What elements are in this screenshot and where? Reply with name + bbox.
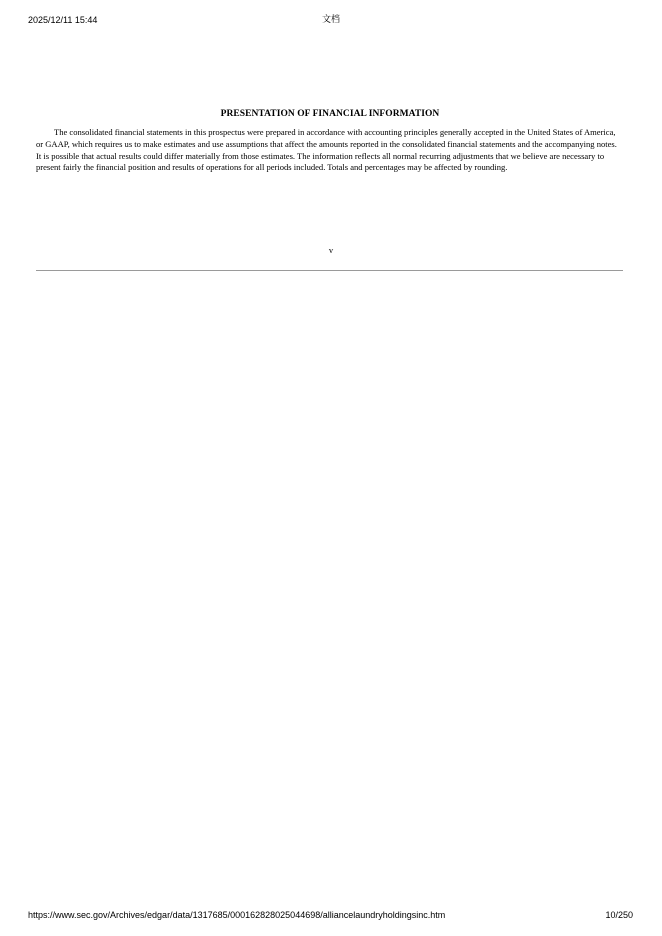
page-divider [36,270,623,271]
print-page-counter: 10/250 [605,910,633,920]
body-paragraph: The consolidated financial statements in this prospectus were prepared in accordance with accounting principles generally accepted in the United States of America, or GAAP, which requires us to make estimates and use assumptions that affect the amounts reported in the consolidated financial statements and the accompanying notes. It is possible that actual results could differ materially from those estimates. The information reflects all normal recurring adjustments that we believe are necessary to present fairly the financial position and results of operations for all periods included. Totals and percentages may be affected by rounding. [36,127,617,173]
page-number: v [328,245,334,255]
print-datetime: 2025/12/11 15:44 [28,15,98,25]
source-url-link[interactable]: https://www.sec.gov/Archives/edgar/data/1317685/000162828025044698/alliancelaundryholdingsinc.htm [28,910,446,920]
print-page-title: 文档 [321,15,340,25]
section-heading: PRESENTATION OF FINANCIAL INFORMATION [220,109,440,119]
